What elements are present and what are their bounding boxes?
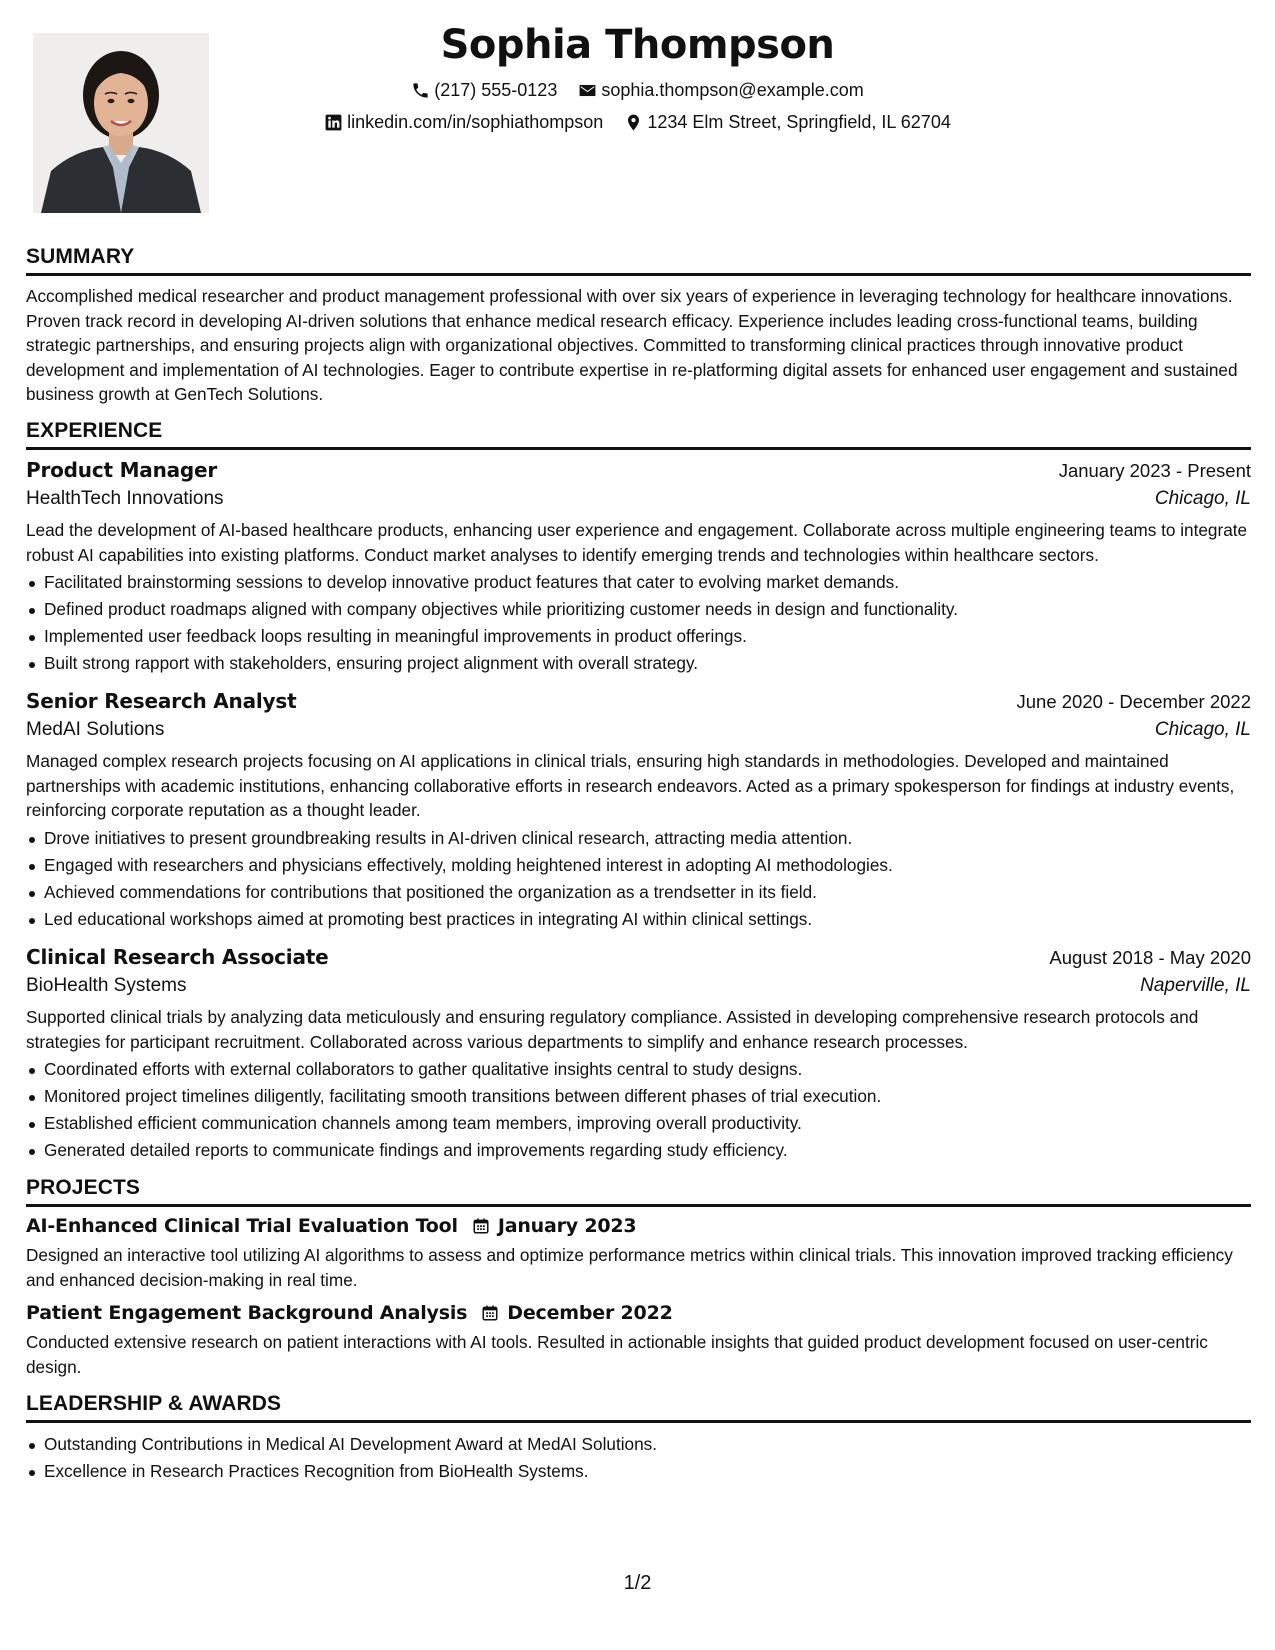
email-contact[interactable]: [578, 80, 863, 101]
phone-icon: [411, 81, 430, 100]
projects-section: [26, 1176, 1251, 1379]
job-location: Chicago, IL: [1154, 719, 1251, 741]
page-number: 1/2: [623, 1572, 652, 1594]
awards-heading: LEADERSHIP & AWARDS: [26, 1392, 1251, 1423]
project-description: Conducted extensive research on patient interactions with AI tools. Resulted in actionable insights that guided product development focused on user-centric design.: [26, 1332, 1208, 1377]
linkedin-icon: [324, 113, 343, 132]
calendar-icon: [472, 1217, 490, 1235]
list-item: Engaged with researchers and physicians effectively, molding heightened interest in adopting AI methodologies.: [26, 852, 1251, 879]
linkedin-text: linkedin.com/in/sophiathompson: [347, 112, 604, 132]
job-date: August 2018 - May 2020: [1049, 946, 1251, 968]
project-date: December 2022: [507, 1302, 673, 1325]
experience-heading: EXPERIENCE: [26, 419, 1251, 450]
experience-section: [26, 419, 1251, 1164]
project-name: Patient Engagement Background Analysis: [26, 1302, 468, 1325]
job-date: January 2023 - Present: [1058, 459, 1251, 481]
project-name: AI-Enhanced Clinical Trial Evaluation Tool: [26, 1215, 458, 1238]
candidate-name: Sophia Thompson: [440, 22, 835, 68]
job-company: BioHealth Systems: [26, 974, 187, 996]
awards-section: [26, 1392, 1251, 1485]
job-description: Lead the development of AI-based healthcare products, enhancing user experience and engagement. Collaborate across multiple engineering teams to integrate robust AI capabilities into existing platforms. Conduct market analyses to identify emerging trends and technologies within healthcare sectors.: [26, 519, 1248, 565]
job-description: Supported clinical trials by analyzing data meticulously and ensuring regulatory compliance. Assisted in developing comprehensive research protocols and strategies for participant recruitment. Collaborated across various departments to simplify and enhance research processes.: [26, 1006, 1199, 1052]
address-contact: [624, 112, 951, 133]
resume-content: [26, 245, 1251, 1497]
job-entry: [26, 458, 1251, 677]
list-item: Generated detailed reports to communicate findings and improvements regarding study efficiency.: [26, 1137, 1251, 1164]
job-entry: [26, 689, 1251, 933]
job-company: HealthTech Innovations: [26, 487, 224, 509]
calendar-icon: [481, 1304, 499, 1322]
list-item: Defined product roadmaps aligned with company objectives while prioritizing customer needs in design and functionality.: [26, 596, 1251, 623]
list-item: Achieved commendations for contributions that positioned the organization as a trendsetter in its field.: [26, 879, 1251, 906]
phone-text: (217) 555-0123: [434, 80, 558, 100]
job-bullets: [26, 569, 1251, 677]
project-entry: [26, 1302, 1251, 1379]
list-item: Built strong rapport with stakeholders, ensuring project alignment with overall strategy.: [26, 650, 1251, 677]
list-item: Monitored project timelines diligently, facilitating smooth transitions between different phases of trial execution.: [26, 1083, 1251, 1110]
project-date: January 2023: [497, 1215, 637, 1238]
project-entry: [26, 1215, 1251, 1292]
job-title: Clinical Research Associate: [26, 944, 329, 969]
list-item: Outstanding Contributions in Medical AI Development Award at MedAI Solutions.: [26, 1431, 1251, 1458]
address-text: 1234 Elm Street, Springfield, IL 62704: [647, 112, 951, 132]
summary-section: [26, 245, 1251, 407]
list-item: Established efficient communication channels among team members, improving overall productivity.: [26, 1110, 1251, 1137]
job-bullets: [26, 1056, 1251, 1164]
job-title: Product Manager: [26, 457, 218, 482]
job-bullets: [26, 825, 1251, 933]
list-item: Drove initiatives to present groundbreaking results in AI-driven clinical research, attracting media attention.: [26, 825, 1251, 852]
email-text: sophia.thompson@example.com: [601, 80, 864, 100]
job-description: Managed complex research projects focusing on AI applications in clinical trials, ensuring high standards in methodologies. Developed and maintained partnerships with academic institutions, enhancing collaborative efforts in research endeavors. Acted as a primary spokesperson for findings at industry events, reinforcing corporate reputation as a thought leader.: [26, 751, 1235, 821]
list-item: Excellence in Research Practices Recognition from BioHealth Systems.: [26, 1458, 1251, 1485]
awards-list: [26, 1431, 1251, 1485]
job-title: Senior Research Analyst: [26, 689, 297, 714]
job-entry: [26, 945, 1251, 1164]
project-description: Designed an interactive tool utilizing AI algorithms to assess and optimize performance metrics within clinical trials. This innovation improved tracking efficiency and enhanced decision-making in real time.: [26, 1245, 1233, 1290]
projects-heading: PROJECTS: [26, 1176, 1251, 1207]
phone-contact[interactable]: [411, 80, 557, 101]
list-item: Coordinated efforts with external collaborators to gather qualitative insights central to study designs.: [26, 1056, 1251, 1083]
job-location: Naperville, IL: [1140, 974, 1251, 996]
job-date: June 2020 - December 2022: [1016, 691, 1251, 713]
job-company: MedAI Solutions: [26, 719, 165, 741]
linkedin-contact[interactable]: [324, 112, 603, 133]
summary-text: Accomplished medical researcher and product management professional with over six years of experience in leveraging technology for healthcare innovations. Proven track record in developing AI-driven solutions that enhance medical research efficacy. Experience includes leading cross-functional teams, building strategic partnerships, and ensuring projects align with organizational objectives. Committed to transforming clinical practices through innovative product development and implementation of AI technologies. Eager to contribute expertise in re-platforming digital assets for enhanced user engagement and sustained business growth at GenTech Solutions.: [26, 286, 1238, 405]
list-item: Implemented user feedback loops resulting in meaningful improvements in product offerings.: [26, 623, 1251, 650]
summary-heading: SUMMARY: [26, 245, 1251, 276]
map-pin-icon: [624, 113, 643, 132]
list-item: Led educational workshops aimed at promoting best practices in integrating AI within clinical settings.: [26, 906, 1251, 933]
envelope-icon: [578, 81, 597, 100]
list-item: Facilitated brainstorming sessions to develop innovative product features that cater to evolving market demands.: [26, 569, 1251, 596]
contact-row-1: [0, 80, 1275, 105]
contact-row-2: [0, 112, 1275, 137]
job-location: Chicago, IL: [1154, 487, 1251, 509]
